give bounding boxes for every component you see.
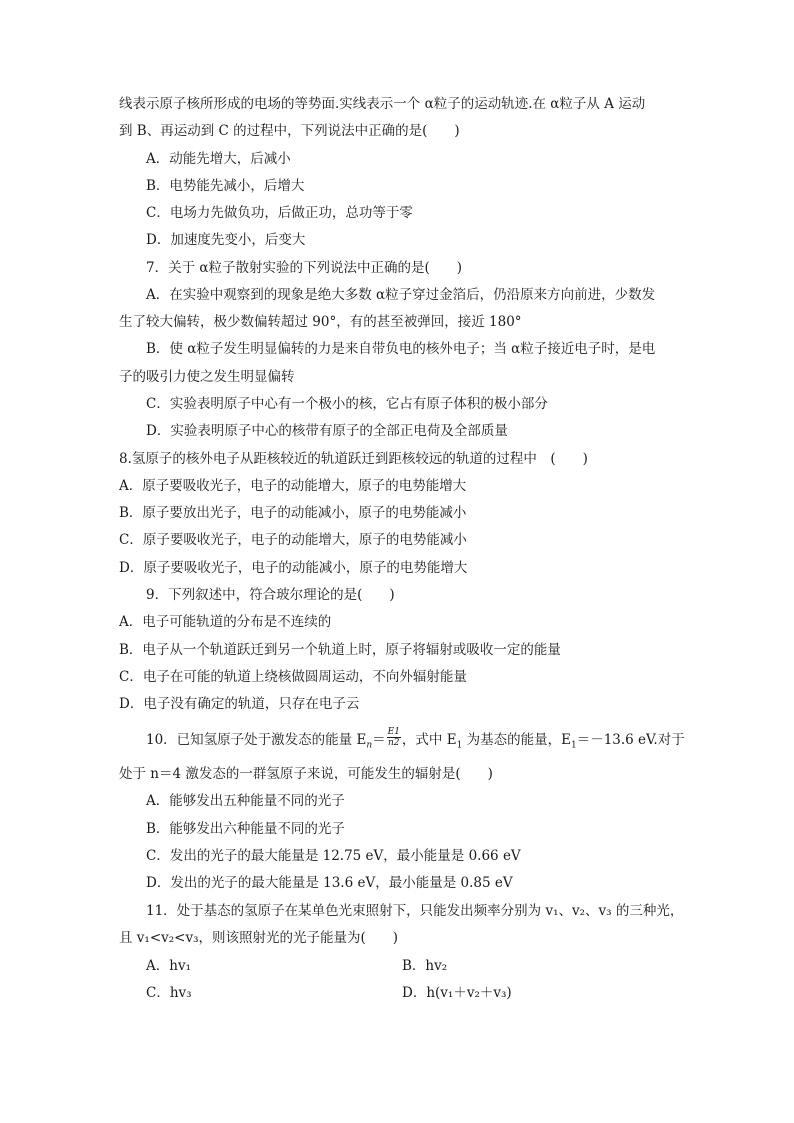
q8-option-c: C．原子要吸收光子，电子的动能增大，原子的电势能减小 [119,532,467,548]
q8-option-a: A．原子要吸收光子，电子的动能增大，原子的电势能增大 [119,478,467,494]
q8-stem: 8.氢原子的核外电子从距核较近的轨道跃迁到距核较远的轨道的过程中 ( ) [119,451,588,467]
q10-mid: ，式中 E [401,732,457,748]
q8-option-b: B．原子要放出光子，电子的动能减小，原子的电势能减小 [119,505,467,521]
q7-stem: 7．关于 α粒子散射实验的下列说法中正确的是( ) [146,260,463,276]
q10-sub-1b: 1 [570,740,577,751]
q8-option-d: D．原子要吸收光子，电子的动能减小，原子的电势能增大 [119,560,468,576]
q7-option-a-line-1: A．在实验中观察到的现象是绝大多数 α粒子穿过金箔后，仍沿原来方向前进，少数发 [146,287,656,303]
q9-stem: 9．下列叙述中，符合玻尔理论的是( ) [146,587,395,603]
fraction-numerator: E1 [387,727,400,737]
q7-option-c: C．实验表明原子中心有一个极小的核，它占有原子体积的极小部分 [146,396,548,412]
q10-option-c: C．发出的光子的最大能量是 12.75 eV，最小能量是 0.66 eV [146,848,521,864]
q10-option-d: D．发出的光子的最大能量是 13.6 eV，最小能量是 0.85 eV [146,875,513,891]
q7-option-a-line-2: 生了较大偏转，极少数偏转超过 90°，有的甚至被弹回，接近 180° [119,314,522,330]
q6-stem-line-2: 到 B、再运动到 C 的过程中，下列说法中正确的是( ) [119,123,460,139]
q10-sub-n: n [366,740,373,751]
q7-option-b-line-2: 子的吸引力使之发生明显偏转 [119,369,295,385]
q11-stem-line-2: 且 v₁<v₂<v₃，则该照射光的光子能量为( ) [119,930,399,946]
q11-option-c: C．hv₃ [146,985,192,1001]
q6-option-d: D．加速度先变小，后变大 [146,232,306,248]
q11-option-a: A．hv₁ [146,958,191,974]
q7-option-d: D．实验表明原子中心的核带有原子的全部正电荷及全部质量 [146,423,508,439]
q10-option-b: B．能够发出六种能量不同的光子 [146,821,345,837]
q10-post: ＝－13.6 eV.对于 [576,732,685,748]
q6-option-b: B．电势能先减小，后增大 [146,178,305,194]
q9-option-a: A．电子可能轨道的分布是不连续的 [119,614,332,630]
q9-option-b: B．电子从一个轨道跃迁到另一个轨道上时，原子将辐射或吸收一定的能量 [119,642,561,658]
q11-option-d: D．h(v₁＋v₂＋v₃) [402,985,512,1001]
energy-fraction [387,727,401,748]
q10-mid2: 为基态的能量，E [462,732,571,748]
fraction-denominator: n2 [388,738,400,748]
q10-stem-line-2: 处于 n＝4 激发态的一群氢原子来说，可能发生的辐射是( ) [119,766,493,782]
q9-option-c: C．电子在可能的轨道上绕核做圆周运动，不向外辐射能量 [119,669,467,685]
q9-option-d: D．电子没有确定的轨道，只存在电子云 [119,696,360,712]
q10-eq: ＝ [372,732,386,748]
q6-stem-line-1: 线表示原子核所形成的电场的等势面.实线表示一个 α粒子的运动轨迹.在 α粒子从 A 运动 [119,96,646,112]
q11-stem-line-1: 11．处于基态的氢原子在某单色光束照射下，只能发出频率分别为 v₁、v₂、v₃ 的三种光， [146,903,684,919]
q7-option-b-line-1: B．使 α粒子发生明显偏转的力是来自带负电的核外电子；当 α粒子接近电子时，是电 [146,341,656,357]
q11-option-b: B．hv₂ [402,958,448,974]
q10-stem-line-1 [146,727,685,756]
q6-option-c: C．电场力先做负功，后做正功，总功等于零 [146,205,413,221]
q10-sub-1: 1 [456,740,463,751]
q10-option-a: A．能够发出五种能量不同的光子 [146,793,345,809]
q6-option-a: A．动能先增大，后减小 [146,151,291,167]
q10-pre: 10．已知氢原子处于激发态的能量 E [146,732,367,748]
